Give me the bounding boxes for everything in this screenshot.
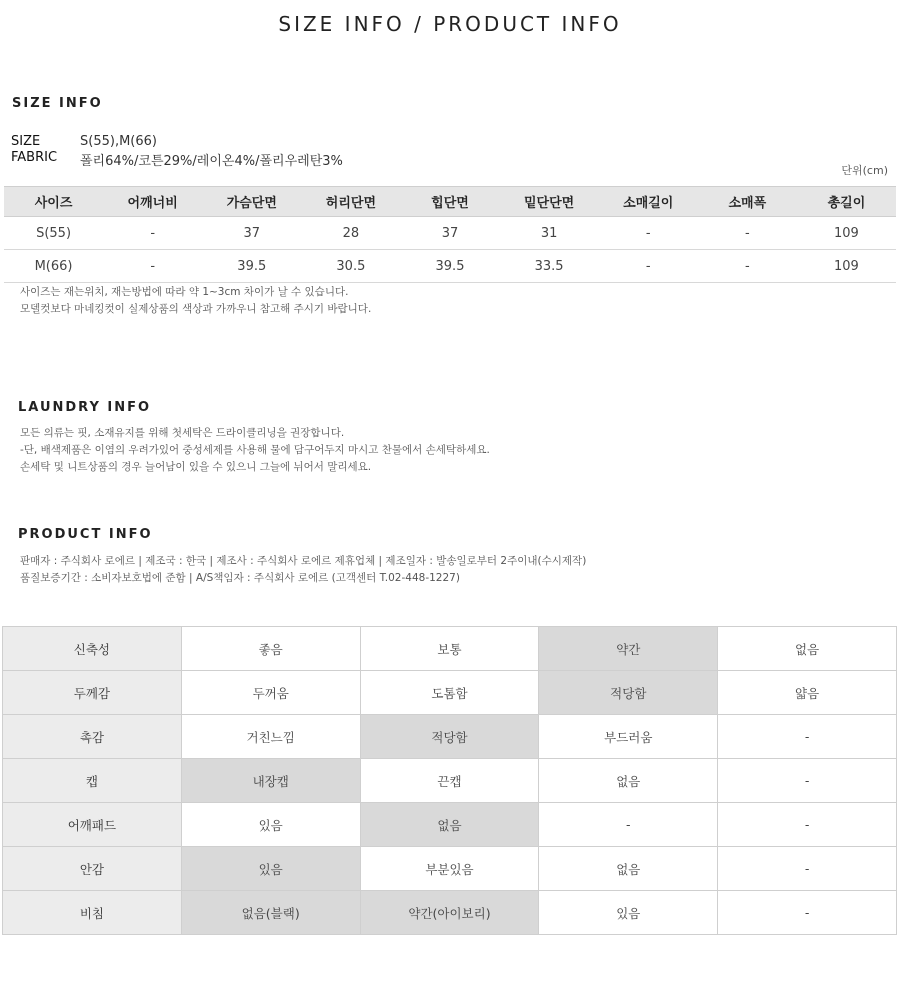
attribute-option: 없음(블랙) — [181, 891, 360, 935]
col-header: 소매길이 — [599, 187, 698, 217]
attribute-option: 없음 — [360, 803, 539, 847]
table-cell: - — [599, 217, 698, 250]
laundry-info-title: LAUNDRY INFO — [18, 400, 152, 415]
fabric-value: 폴리64%/코튼29%/레이온4%/폴리우레탄3% — [80, 154, 343, 169]
size-table — [4, 186, 896, 283]
size-table-header — [4, 187, 896, 217]
table-cell: - — [599, 250, 698, 283]
laundry-line: 손세탁 및 니트상품의 경우 늘어남이 있을 수 있으니 그늘에 뉘어서 말리세요. — [20, 461, 372, 473]
table-row — [4, 250, 896, 283]
page-title: SIZE INFO / PRODUCT INFO — [278, 12, 622, 36]
attribute-option: 없음 — [539, 759, 718, 803]
attribute-option: 보통 — [360, 627, 539, 671]
table-cell: 37 — [202, 217, 301, 250]
table-row — [4, 217, 896, 250]
attribute-option: - — [718, 715, 897, 759]
product-info-title: PRODUCT INFO — [18, 527, 153, 542]
attribute-option: 없음 — [539, 847, 718, 891]
attribute-label: 비침 — [3, 891, 182, 935]
table-cell: 31 — [500, 217, 599, 250]
attribute-option: 약간(아이보리) — [360, 891, 539, 935]
attribute-row — [3, 847, 897, 891]
attribute-option: - — [718, 803, 897, 847]
table-cell: 39.5 — [202, 250, 301, 283]
col-header: 어깨너비 — [103, 187, 202, 217]
table-cell: - — [103, 250, 202, 283]
laundry-notes — [20, 425, 490, 476]
attribute-label: 신축성 — [3, 627, 182, 671]
col-header: 사이즈 — [4, 187, 103, 217]
table-cell: 28 — [301, 217, 400, 250]
attribute-option: 거친느낌 — [181, 715, 360, 759]
attribute-option: 부분있음 — [360, 847, 539, 891]
col-header: 허리단면 — [301, 187, 400, 217]
laundry-line: 모든 의류는 핏, 소재유지를 위해 첫세탁은 드라이클리닝을 권장합니다. — [20, 427, 345, 439]
product-line: 품질보증기간 : 소비자보호법에 준함 | A/S책임자 : 주식회사 로에르 (고객센터 T.02-448-1227) — [20, 572, 460, 584]
attribute-option: - — [718, 759, 897, 803]
size-notes — [20, 284, 371, 318]
col-header: 가슴단면 — [202, 187, 301, 217]
attribute-option: 적당함 — [360, 715, 539, 759]
size-note-line: 모델컷보다 마네킹컷이 실제상품의 색상과 가까우니 참고해 주시기 바랍니다. — [20, 303, 372, 315]
table-cell: M(66) — [4, 250, 103, 283]
attribute-option: 적당함 — [539, 671, 718, 715]
attribute-option: 얇음 — [718, 671, 897, 715]
laundry-line: -단, 배색제품은 이염의 우려가있어 중성세제를 사용해 물에 담구어두지 마시고 찬물에서 손세탁하세요. — [20, 444, 490, 456]
attribute-option: 있음 — [181, 847, 360, 891]
table-cell: - — [103, 217, 202, 250]
unit-label: 단위(cm) — [841, 164, 888, 177]
size-value: S(55),M(66) — [80, 134, 157, 149]
attribute-row — [3, 891, 897, 935]
fabric-label: FABRIC — [11, 150, 58, 165]
attribute-row — [3, 803, 897, 847]
attribute-row — [3, 627, 897, 671]
attribute-label: 촉감 — [3, 715, 182, 759]
attribute-option: - — [539, 803, 718, 847]
attribute-option: 있음 — [181, 803, 360, 847]
col-header: 힙단면 — [400, 187, 499, 217]
table-cell: - — [698, 250, 797, 283]
product-line: 판매자 : 주식회사 로에르 | 제조국 : 한국 | 제조사 : 주식회사 로에르 제휴업체 | 제조일자 : 발송일로부터 2주이내(수시제작) — [20, 555, 587, 567]
table-cell: 39.5 — [400, 250, 499, 283]
attribute-option: 좋음 — [181, 627, 360, 671]
attribute-label: 두께감 — [3, 671, 182, 715]
attribute-label: 어깨패드 — [3, 803, 182, 847]
attribute-label: 캡 — [3, 759, 182, 803]
attribute-option: 없음 — [718, 627, 897, 671]
size-note-line: 사이즈는 재는위치, 재는방법에 따라 약 1~3cm 차이가 날 수 있습니다. — [20, 286, 349, 298]
table-cell: 30.5 — [301, 250, 400, 283]
col-header: 소매폭 — [698, 187, 797, 217]
table-cell: 37 — [400, 217, 499, 250]
size-label: SIZE — [11, 134, 41, 149]
attribute-option: 있음 — [539, 891, 718, 935]
attribute-row — [3, 671, 897, 715]
attribute-label: 안감 — [3, 847, 182, 891]
table-cell: 109 — [797, 217, 896, 250]
attribute-option: 부드러움 — [539, 715, 718, 759]
col-header: 총길이 — [797, 187, 896, 217]
size-info-title: SIZE INFO — [12, 96, 103, 111]
table-cell: - — [698, 217, 797, 250]
attribute-option: - — [718, 847, 897, 891]
attribute-option: 약간 — [539, 627, 718, 671]
col-header: 밑단단면 — [500, 187, 599, 217]
attribute-grid — [2, 626, 897, 935]
table-cell: 109 — [797, 250, 896, 283]
attribute-option: 도톰함 — [360, 671, 539, 715]
attribute-row — [3, 759, 897, 803]
attribute-option: 끈캡 — [360, 759, 539, 803]
attribute-row — [3, 715, 897, 759]
attribute-option: 내장캡 — [181, 759, 360, 803]
product-notes — [20, 553, 586, 587]
table-cell: S(55) — [4, 217, 103, 250]
attribute-option: - — [718, 891, 897, 935]
attribute-option: 두꺼움 — [181, 671, 360, 715]
table-cell: 33.5 — [500, 250, 599, 283]
